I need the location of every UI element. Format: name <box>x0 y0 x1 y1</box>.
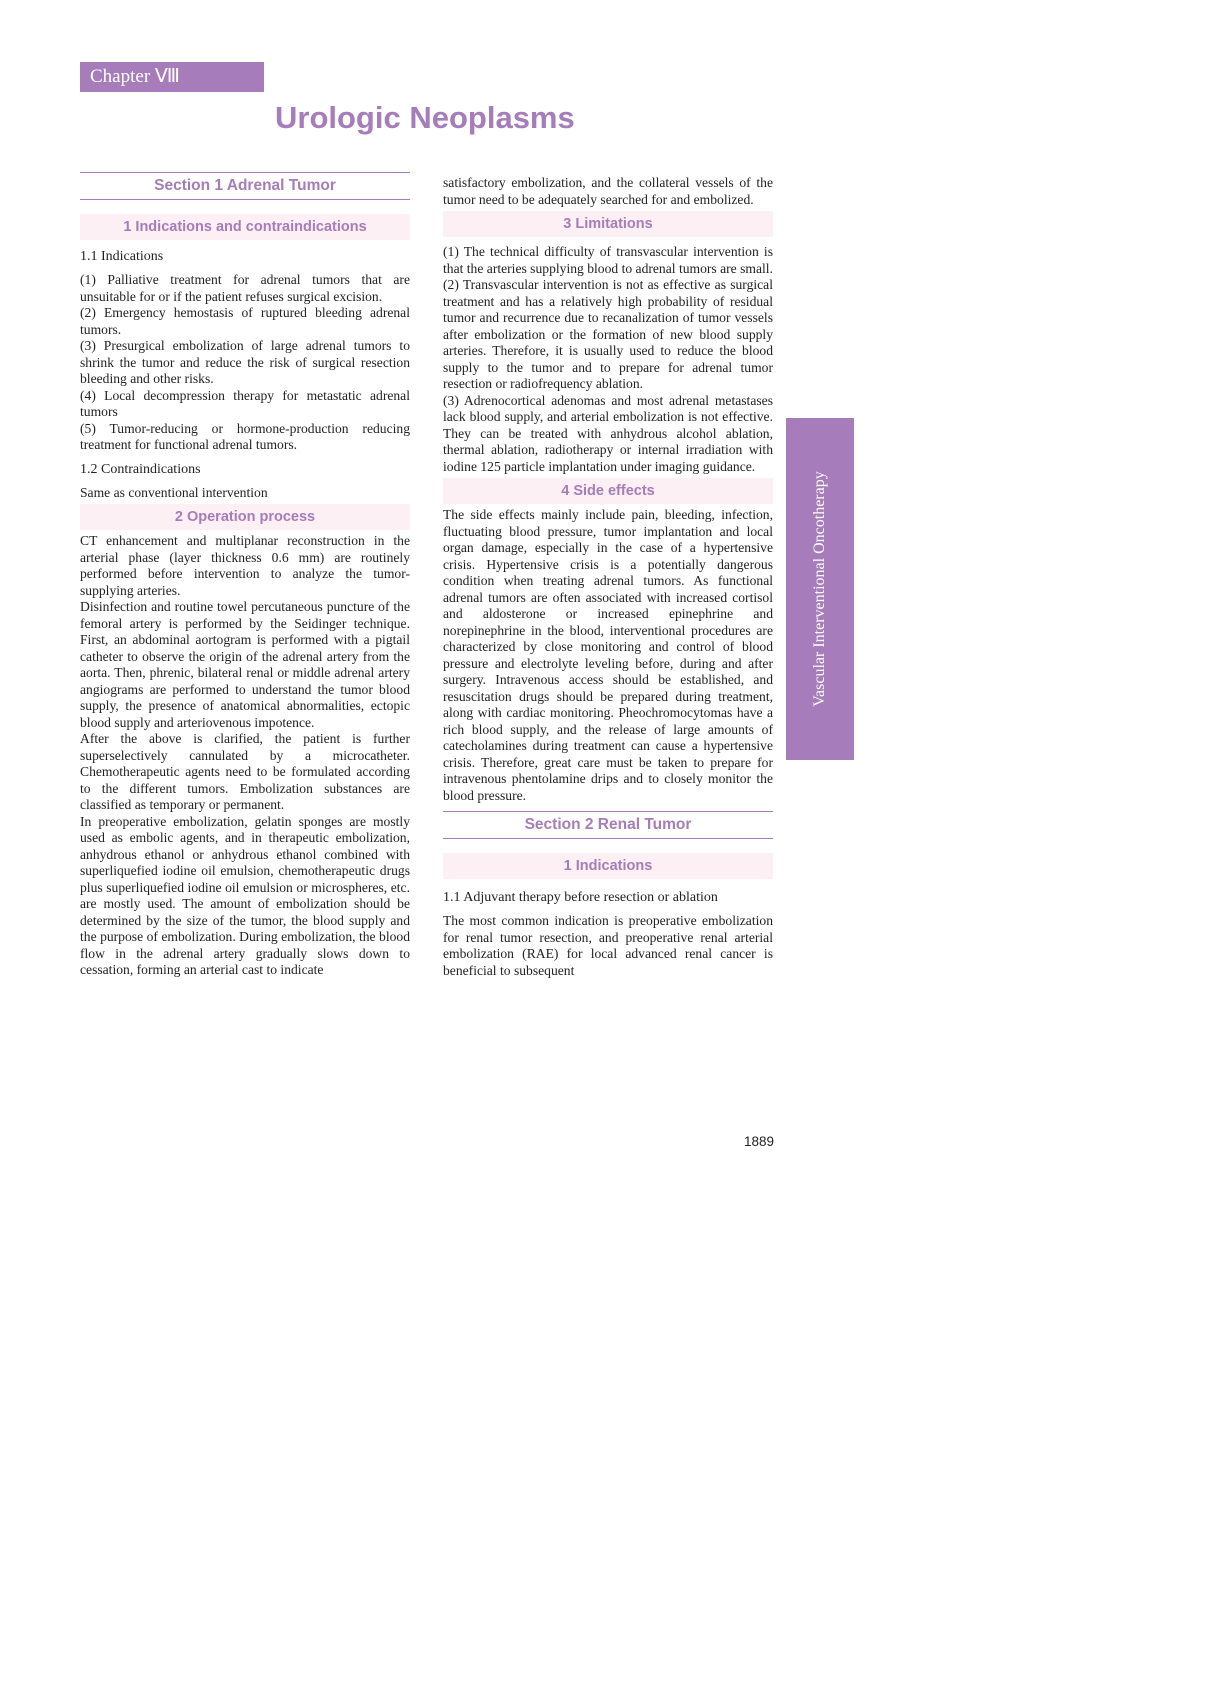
subheading-adjuvant-therapy: 1.1 Adjuvant therapy before resection or ablation <box>443 890 718 905</box>
side-effects-paragraph: The side effects mainly include pain, bleeding, infection, fluctuating blood pressure, tumor implantation and local organ damage, especially in the case of a hypertensive crisis. Hypertensive crisis is a potentially dangerous condition when treating adrenal tumors. As functional adrenal tumors are often associated with increased cortisol and aldosterone or increased epinephrine and norepinephrine in the blood, interventional procedures are characterized by close monitoring and control of blood pressure and electrolyte leveling before, during and after surgery. Intravenous access should be established, and resuscitation drugs should be prepared during treatment, along with cardiac monitoring. Pheochromocytomas have a rich blood supply, and the release of large amounts of catecholamines during treatment can cause a hypertensive crisis. Therefore, great care must be taken to prepare for intravenous phentolamine drips and to closely monitor the blood pressure. <box>443 507 773 803</box>
section-1-title: Section 1 Adrenal Tumor <box>80 172 410 200</box>
operation-paragraph-2: Disinfection and routine towel percutaneous puncture of the femoral artery is performed by the Seidinger technique. First, an abdominal aortogram is performed with a pigtail catheter to observe the origin of the adrenal artery from the aorta. Then, phrenic, bilateral renal or middle adrenal artery angiograms are performed to understand the tumor blood supply, the presence of anatomical abnormalities, ectopic blood supply and arteriovenous impotence. <box>80 599 410 730</box>
indication-4: (4) Local decompression therapy for metastatic adrenal tumors <box>80 387 410 419</box>
subsection-3-title: 3 Limitations <box>443 211 773 237</box>
chapter-title: Urologic Neoplasms <box>275 100 575 135</box>
section-2-subsection-1-title: 1 Indications <box>443 853 773 879</box>
limitation-2: (2) Transvascular intervention is not as effective as surgical treatment and has a relatively high probability of residual tumor and recurrence due to recanalization of tumor vessels after embolization or the formation of new blood supply arteries. Therefore, it is usually used to reduce the blood supply to the tumor and to prepare for adrenal tumor resection or radiofrequency ablation. <box>443 277 773 391</box>
operation-paragraph-3: After the above is clarified, the patient is further superselectively cannulated by a microcatheter. Chemotherapeutic agents need to be formulated according to the different tumors. Embolization substances are classified as temporary or permanent. <box>80 731 410 812</box>
subsection-2-title: 2 Operation process <box>80 504 410 530</box>
renal-indication-paragraph: The most common indication is preoperative embolization for renal tumor resection, and preoperative renal arterial embolization (RAE) for local advanced renal cancer is beneficial to subsequent <box>443 913 773 978</box>
subheading-indications: 1.1 Indications <box>80 249 164 264</box>
indication-5: (5) Tumor-reducing or hormone-production reducing treatment for functional adrenal tumors. <box>80 420 410 452</box>
left-column <box>80 172 410 979</box>
section-2-title: Section 2 Renal Tumor <box>443 811 773 839</box>
indication-2: (2) Emergency hemostasis of ruptured bleeding adrenal tumors. <box>80 305 410 337</box>
continued-paragraph: satisfactory embolization, and the collateral vessels of the tumor need to be adequately searched for and embolized. <box>443 175 773 207</box>
subsection-4-title: 4 Side effects <box>443 478 773 504</box>
operation-paragraph-4: In preoperative embolization, gelatin sponges are mostly used as embolic agents, and in therapeutic embolization, anhydrous ethanol or anhydrous ethanol combined with superliquefied iodine oil emulsion, chemotherapeutic drugs plus superliquefied iodine oil emulsion or microspheres, etc. are mostly used. The amount of embolization should be determined by the size of the tumor, the blood supply and the purpose of embolization. During embolization, the blood flow in the adrenal artery gradually slows down to cessation, forming an arterial cast to indicate <box>80 813 410 977</box>
limitation-3: (3) Adrenocortical adenomas and most adrenal metastases lack blood supply, and arterial embolization is not effective. They can be treated with anhydrous alcohol ablation, thermal ablation, radiotherapy or internal irradiation with iodine 125 particle implantation under imaging guidance. <box>443 392 773 474</box>
right-column <box>443 175 773 979</box>
chapter-label: Chapter Ⅷ <box>80 62 264 92</box>
side-tab-label: Vascular Interventional Oncotherapy <box>811 471 828 707</box>
subsection-1-title: 1 Indications and contraindications <box>80 214 410 240</box>
side-tab <box>786 418 854 760</box>
indication-3: (3) Presurgical embolization of large adrenal tumors to shrink the tumor and reduce the risk of surgical resection bleeding and other risks. <box>80 338 410 386</box>
indication-1: (1) Palliative treatment for adrenal tumors that are unsuitable for or if the patient refuses surgical excision. <box>80 272 410 304</box>
limitation-1: (1) The technical difficulty of transvascular intervention is that the arteries supplying blood to adrenal tumors are small. <box>443 244 773 276</box>
page-number: 1889 <box>743 1134 774 1149</box>
subheading-contraindications: 1.2 Contraindications <box>80 461 201 477</box>
operation-paragraph-1: CT enhancement and multiplanar reconstruction in the arterial phase (layer thickness 0.6 mm) are routinely performed before intervention to analyze the tumor-supplying arteries. <box>80 533 410 598</box>
contraindications-text: Same as conventional intervention <box>80 484 268 500</box>
